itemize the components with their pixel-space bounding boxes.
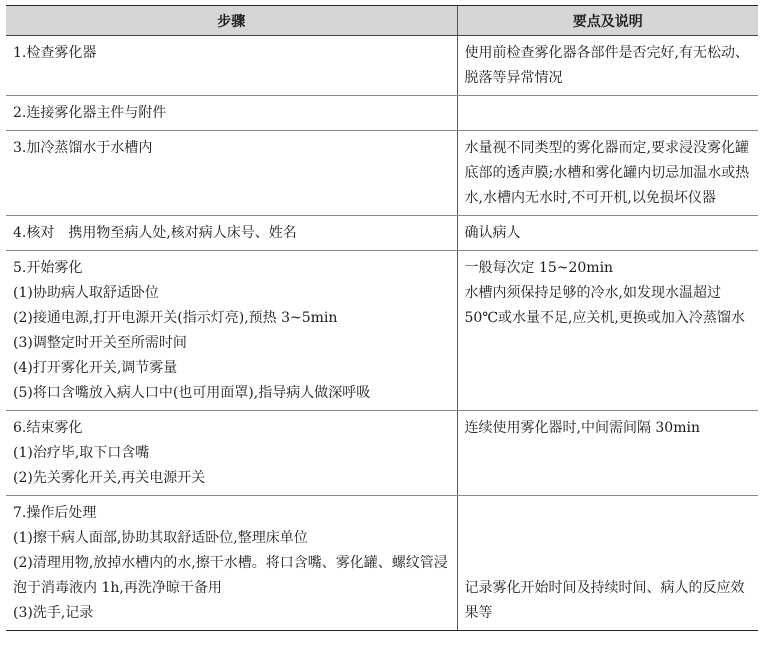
table-row	[6, 36, 758, 96]
note-text: 连续使用雾化器时,中间需间隔 30min	[464, 420, 700, 436]
procedure-table	[6, 5, 758, 631]
table-row	[6, 411, 758, 496]
table-row	[6, 496, 758, 631]
step-line: (2)清理用物,放掉水槽内的水,擦干水槽。将口含嘴、雾化罐、螺纹管浸泡于消毒液内 1h,再洗净晾干备用	[13, 555, 448, 596]
note-cell	[457, 411, 758, 496]
step-line: 3.加冷蒸馏水于水槽内	[13, 140, 153, 156]
step-line: (2)先关雾化开关,再关电源开关	[13, 470, 206, 486]
step-line: (3)洗手,记录	[13, 605, 94, 621]
note-cell	[457, 251, 758, 411]
note-text: 水量视不同类型的雾化器而定,要求浸没雾化罐底部的透声膜;水槽和雾化罐内切忌加温水或热水,水槽内无水时,不可开机,以免损坏仪器	[464, 140, 750, 206]
table-row	[6, 131, 758, 216]
step-line: 5.开始雾化	[13, 260, 83, 276]
step-line: 6.结束雾化	[13, 420, 83, 436]
table-row	[6, 96, 758, 131]
note-text: 水槽内须保持足够的冷水,如发现水温超过 50℃或水量不足,应关机,更换或加入冷蒸馏水	[464, 285, 745, 326]
step-cell	[6, 216, 457, 251]
note-cell	[457, 496, 758, 631]
step-line: (1)擦干病人面部,协助其取舒适卧位,整理床单位	[13, 530, 308, 546]
table-row	[6, 216, 758, 251]
note-text: 一般每次定 15~20min	[464, 260, 614, 276]
step-line: (4)打开雾化开关,调节雾量	[13, 360, 178, 376]
step-line: (1)治疗毕,取下口含嘴	[13, 445, 150, 461]
note-cell	[457, 96, 758, 131]
step-cell	[6, 131, 457, 216]
step-line: 7.操作后处理	[13, 505, 97, 521]
step-line: (1)协助病人取舒适卧位	[13, 285, 159, 301]
header-step: 步骤	[6, 6, 457, 36]
table-row	[6, 251, 758, 411]
note-cell	[457, 36, 758, 96]
step-cell	[6, 36, 457, 96]
step-line: 2.连接雾化器主件与附件	[13, 105, 167, 121]
note-text: 记录雾化开始时间及持续时间、病人的反应效果等	[464, 580, 745, 621]
step-cell	[6, 496, 457, 631]
step-cell	[6, 96, 457, 131]
step-line: (3)调整定时开关至所需时间	[13, 335, 187, 351]
note-spacer	[465, 501, 753, 576]
header-notes: 要点及说明	[457, 6, 758, 36]
step-cell	[6, 251, 457, 411]
step-line: 1.检查雾化器	[13, 45, 97, 61]
note-text: 使用前检查雾化器各部件是否完好,有无松动、脱落等异常情况	[464, 45, 749, 86]
step-line: (5)将口含嘴放入病人口中(也可用面罩),指导病人做深呼吸	[13, 385, 371, 401]
step-cell	[6, 411, 457, 496]
step-line: 4.核对 携用物至病人处,核对病人床号、姓名	[13, 225, 297, 241]
note-cell	[457, 131, 758, 216]
note-text: 确认病人	[464, 225, 521, 241]
step-line: (2)接通电源,打开电源开关(指示灯亮),预热 3~5min	[13, 310, 338, 326]
note-cell	[457, 216, 758, 251]
header-row	[6, 6, 758, 36]
